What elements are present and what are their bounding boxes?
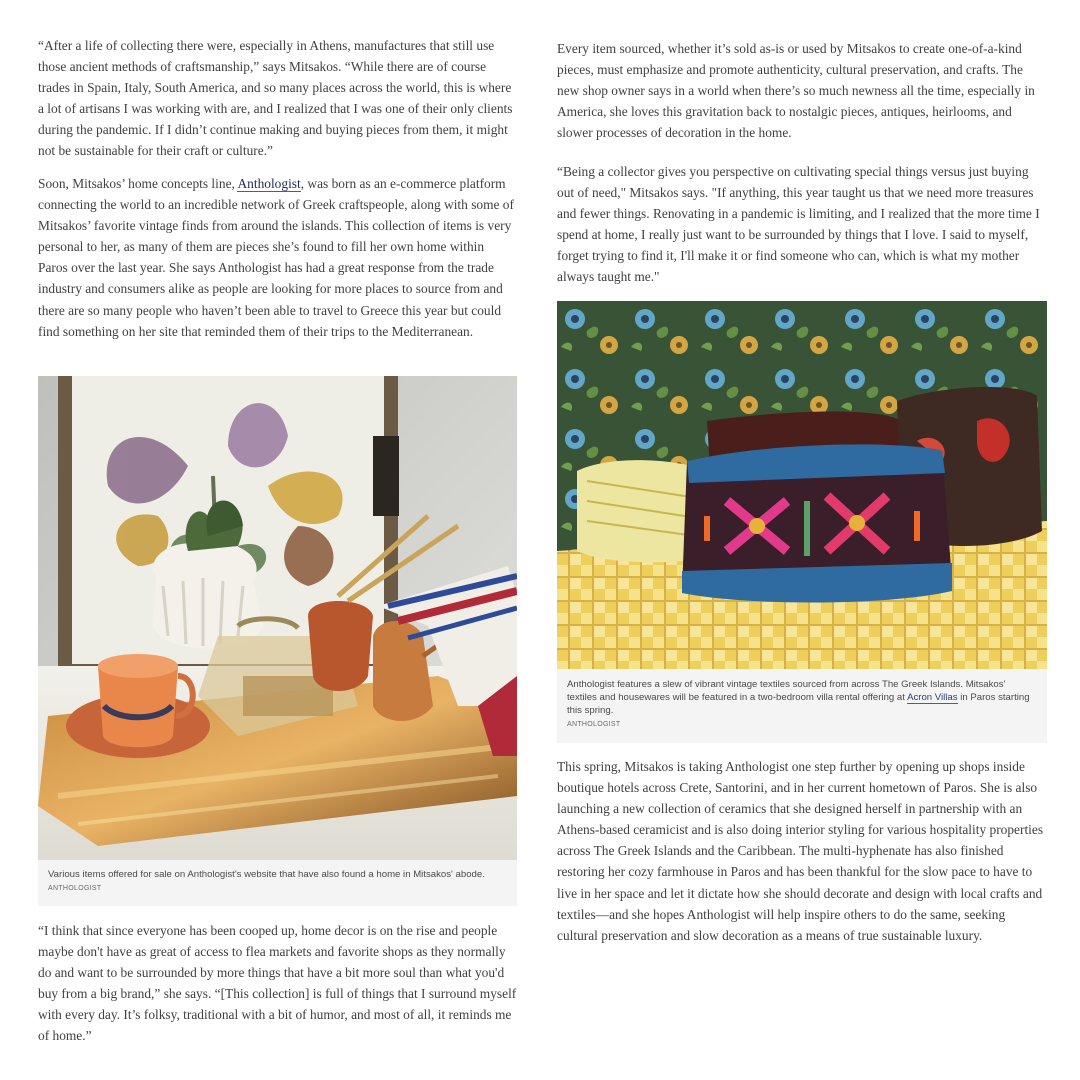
paragraph-collecting-quote: “After a life of collecting there were, especially in Athens, manufactures that still use those ancient methods of craftsmanship,” says Mitsakos. “While there are of course trades in Spain, Italy, South America, and so many places across the world, this is where a lot of artisans I was working with are, and I realized that I was one of their only clients during the pandemic. If I didn’t continue making and buying pieces from them, it might not be sustainable for their craft or culture.” [38, 38, 513, 159]
paragraph-collector-quote: “Being a collector gives you perspective on cultivating special things versus just buying out of need," Mitsakos says. "If anything, this year taught us that we need more treasures and fewer things. Renovating in a pandemic is limiting, and I realized that the more time I spend at home, I really just want to be surrounded by things that I love. I said to myself, forget trying to find it, I'll make it or find someone who can, which is what my mother always taught me." [557, 164, 1040, 285]
figure1-caption-block [48, 868, 507, 892]
figure1-credit: ANTHOLOGIST [48, 885, 102, 892]
paragraph-spring-plans: This spring, Mitsakos is taking Anthologist one step further by opening up shops inside boutique hotels across Crete, Santorini, and in her current hometown of Paros. She is also launching a new collection of ceramics that she designed herself in partnership with an Athens-based ceramicist and is also doing interior styling for various hospitality properties across The Greek Islands and the Caribbean. The multi-hyphenate has also finished restoring her cozy farmhouse in Paros and has been thankful for the slow pace to have to live in her space and let it dictate how she should decorate and design with local crafts and textiles—and she hopes Anthologist will help inspire others to do the same, seeking cultural preservation and slow decoration as a means of true sustainable luxury. [557, 759, 1044, 943]
acron-villas-link[interactable]: Acron Villas [907, 692, 958, 703]
paragraph-text-before-link: Soon, Mitsakos’ home concepts line, [38, 176, 238, 191]
figure1-caption: Various items offered for sale on Anthologist's website that have also found a home in Mitsakos' abode. [48, 869, 485, 880]
figure2-credit: ANTHOLOGIST [567, 721, 621, 728]
paragraph-authenticity: Every item sourced, whether it’s sold as-is or used by Mitsakos to create one-of-a-kind pieces, must emphasize and promote authenticity, cultural preservation, and crafts. The new shop owner says in a world when there’s so much newness all the time, especially in America, she loves this gravitation back to nostalgic pieces, antiques, heirlooms, and slower processes of decoration in the home. [557, 41, 1035, 141]
photo-tray-items [38, 376, 517, 860]
paragraph-text-after-link: , was born as an e-commerce platform connecting the world to an incredible network of Greek craftspeople, along with some of Mitsakos’ favorite vintage finds from around the islands. This collection of items is very personal to her, as many of them are pieces she’s found to fill her own home within Paros over the last year. She says Anthologist has had a great response from the trade industry and consumers alike as people are looking for more places to source from and there are so many people who haven’t been able to travel to Greece this year but could find something on her site that reminded them of their trips to the Mediterranean. [38, 176, 514, 339]
figure-textiles [557, 301, 1047, 743]
anthologist-link[interactable]: Anthologist [237, 176, 301, 191]
paragraph-anthologist-launch [38, 173, 517, 342]
tray-still-life-image [38, 376, 517, 860]
figure2-caption-block [567, 678, 1037, 728]
figure2-caption-text-after-link: in Paros starting this spring. [567, 692, 1030, 716]
figure2-caption-text-before-link: Anthologist features a slew of vibrant vintage textiles sourced from across The Greek Islands. Mitsakos' textiles and housewares will be featured in a two-bedroom villa rental offering at [567, 679, 1006, 703]
figure-tray-items [38, 376, 517, 906]
figure2-caption [567, 678, 1037, 717]
photo-textiles [557, 301, 1047, 669]
paragraph-home-decor-quote: “I think that since everyone has been cooped up, home decor is on the rise and people maybe don't have as great of access to flea markets and favorite shops as they normally do and want to be surrounded by more things that have a bit more soul than what you'd buy from a big brand,” she says. “[This collection] is full of things that I surround myself with every day. It’s folksy, traditional with a bit of humor, and most of all, it reminds me of home.” [38, 923, 517, 1044]
textile-pillows-image [557, 301, 1047, 669]
